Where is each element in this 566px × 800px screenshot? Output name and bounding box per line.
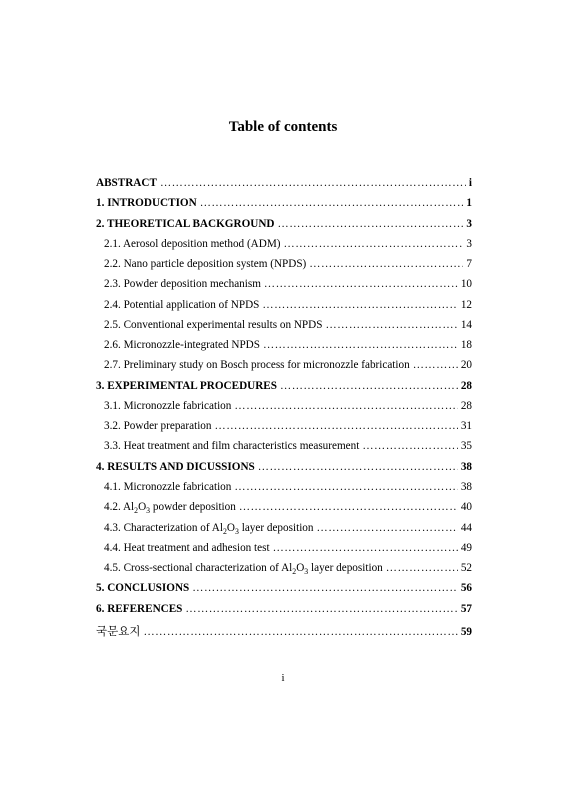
toc-entry-label: 2.2. Nano particle deposition system (NPDS) <box>104 258 307 271</box>
toc-entry <box>96 258 472 278</box>
toc-leader-dots <box>284 238 464 250</box>
toc-leader-dots <box>160 177 466 189</box>
toc-entry <box>96 582 472 602</box>
toc-entry <box>96 177 472 197</box>
toc-entry-page: 38 <box>460 460 472 473</box>
toc-entry-label: 3. EXPERIMENTAL PROCEDURES <box>96 379 277 392</box>
toc-entry <box>96 278 472 298</box>
toc-entry-label: 4.3. Characterization of $Al_2O_3$ layer deposition <box>104 521 314 536</box>
toc-entry <box>96 461 472 481</box>
toc-entry-page: 28 <box>460 399 472 412</box>
toc-leader-dots <box>234 400 457 412</box>
toc-entry-page: 35 <box>460 440 472 453</box>
toc-entry <box>96 319 472 339</box>
toc-leader-dots <box>362 440 457 452</box>
toc-entry-page: 20 <box>460 359 472 372</box>
toc-entry-label: 2.1. Aerosol deposition method (ADM) <box>104 237 281 250</box>
toc-entry <box>96 197 472 217</box>
toc-entry-label: 3.3. Heat treatment and film characteristics measurement <box>104 440 360 453</box>
toc-leader-dots <box>317 522 458 534</box>
toc-entry <box>96 339 472 359</box>
toc-entry <box>96 542 472 562</box>
toc-leader-dots <box>258 461 458 473</box>
toc-entry <box>96 299 472 319</box>
toc-entry <box>96 359 472 379</box>
toc-leader-dots <box>239 501 458 513</box>
toc-entry-page: 3 <box>466 217 472 230</box>
toc-leader-dots <box>200 197 464 209</box>
toc-entry-label: 국문요지 <box>96 623 141 638</box>
toc-entry-page: 28 <box>460 379 472 392</box>
toc-leader-dots <box>263 339 458 351</box>
page-number: i <box>281 672 285 684</box>
toc-leader-dots <box>280 380 458 392</box>
toc-entry-page: 10 <box>460 278 472 291</box>
toc-entry-label: 6. REFERENCES <box>96 602 183 615</box>
toc-entry <box>96 481 472 501</box>
toc-leader-dots <box>325 319 457 331</box>
toc-entry-label: 2.5. Conventional experimental results on NPDS <box>104 318 323 331</box>
toc-entry <box>96 218 472 238</box>
toc-entry-label: 4.1. Micronozzle fabrication <box>104 480 232 493</box>
toc-leader-dots <box>273 542 458 554</box>
toc-entry-label: 4.4. Heat treatment and adhesion test <box>104 541 270 554</box>
toc-entry-label: 5. CONCLUSIONS <box>96 582 190 595</box>
toc-entry-page: 59 <box>460 625 472 638</box>
toc-entry <box>96 623 472 643</box>
toc-entry <box>96 522 472 542</box>
toc-entry-page: 56 <box>460 582 472 595</box>
toc-entry-page: 7 <box>466 258 472 271</box>
toc-leader-dots <box>185 603 457 615</box>
toc-leader-dots <box>262 299 457 311</box>
toc-entry-page: 1 <box>466 197 472 210</box>
toc-entry-page: 3 <box>466 237 472 250</box>
toc-entry <box>96 238 472 258</box>
toc-entry-page: i <box>468 177 472 189</box>
toc-leader-dots <box>413 359 458 371</box>
page-title: Table of contents <box>228 119 338 135</box>
toc-leader-dots <box>143 626 457 638</box>
toc-entry-label: 3.2. Powder preparation <box>104 420 212 433</box>
toc-entry-label: 4.2. $Al_2O_3$ powder deposition <box>104 501 236 516</box>
toc-entry-page: 40 <box>460 501 472 514</box>
toc-entry <box>96 562 472 582</box>
toc-entry-page: 44 <box>460 521 472 534</box>
table-of-contents <box>96 177 472 643</box>
toc-entry-label: 2.6. Micronozzle-integrated NPDS <box>104 339 260 352</box>
toc-entry-label: 2.7. Preliminary study on Bosch process for micronozzle fabrication <box>104 359 410 372</box>
toc-entry-label: 3.1. Micronozzle fabrication <box>104 399 232 412</box>
toc-entry-page: 57 <box>460 602 472 615</box>
toc-entry-page: 12 <box>460 298 472 311</box>
toc-entry-page: 14 <box>460 318 472 331</box>
toc-entry-page: 49 <box>460 541 472 554</box>
toc-entry-label: 2. THEORETICAL BACKGROUND <box>96 217 275 230</box>
toc-entry <box>96 603 472 623</box>
toc-entry-label: ABSTRACT <box>96 177 157 189</box>
toc-entry-page: 31 <box>460 420 472 433</box>
toc-leader-dots <box>192 582 458 594</box>
toc-leader-dots <box>309 258 463 270</box>
toc-entry <box>96 420 472 440</box>
toc-entry-page: 52 <box>460 562 472 575</box>
toc-entry <box>96 380 472 400</box>
toc-leader-dots <box>264 278 458 290</box>
toc-entry-label: 4.5. Cross-sectional characterization of $Al_2O_3$ layer deposition <box>104 562 383 577</box>
toc-entry-page: 38 <box>460 480 472 493</box>
toc-leader-dots <box>215 420 458 432</box>
toc-entry-label: 2.4. Potential application of NPDS <box>104 298 260 311</box>
toc-entry <box>96 440 472 460</box>
toc-leader-dots <box>278 218 464 230</box>
toc-entry-label: 4. RESULTS AND DICUSSIONS <box>96 460 255 473</box>
toc-entry-label: 1. INTRODUCTION <box>96 197 197 210</box>
toc-leader-dots <box>386 562 458 574</box>
toc-entry <box>96 400 472 420</box>
toc-entry <box>96 501 472 521</box>
toc-leader-dots <box>234 481 457 493</box>
toc-entry-label: 2.3. Powder deposition mechanism <box>104 278 261 291</box>
toc-entry-page: 18 <box>460 339 472 352</box>
